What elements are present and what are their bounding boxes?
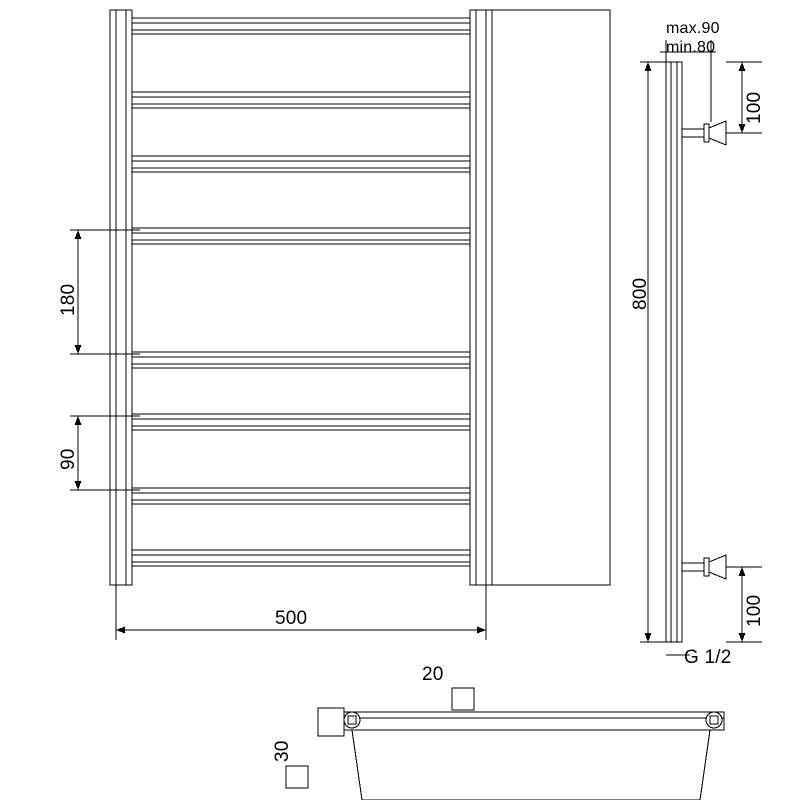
top-bracket-right <box>706 712 722 728</box>
dim-label-min80: min.80 <box>666 39 716 56</box>
side-view-group <box>666 62 726 642</box>
dim-label-max90: max.90 <box>666 20 720 37</box>
rungs <box>132 18 470 566</box>
bracket-top <box>682 121 726 145</box>
bracket-bottom <box>682 555 726 579</box>
dim-label-800: 800 <box>630 277 651 310</box>
dim-label-100-top: 100 <box>744 91 765 124</box>
dim-label-100-bottom: 100 <box>744 594 765 627</box>
front-view-group <box>110 10 610 585</box>
dim-label-30: 30 <box>272 740 293 762</box>
dim-label-thread: G 1/2 <box>684 647 732 668</box>
top-view-group <box>318 708 724 800</box>
dim-label-90: 90 <box>58 448 79 470</box>
dim-label-500: 500 <box>275 608 308 629</box>
dim-label-180: 180 <box>58 283 79 316</box>
dim-label-20: 20 <box>422 664 444 685</box>
